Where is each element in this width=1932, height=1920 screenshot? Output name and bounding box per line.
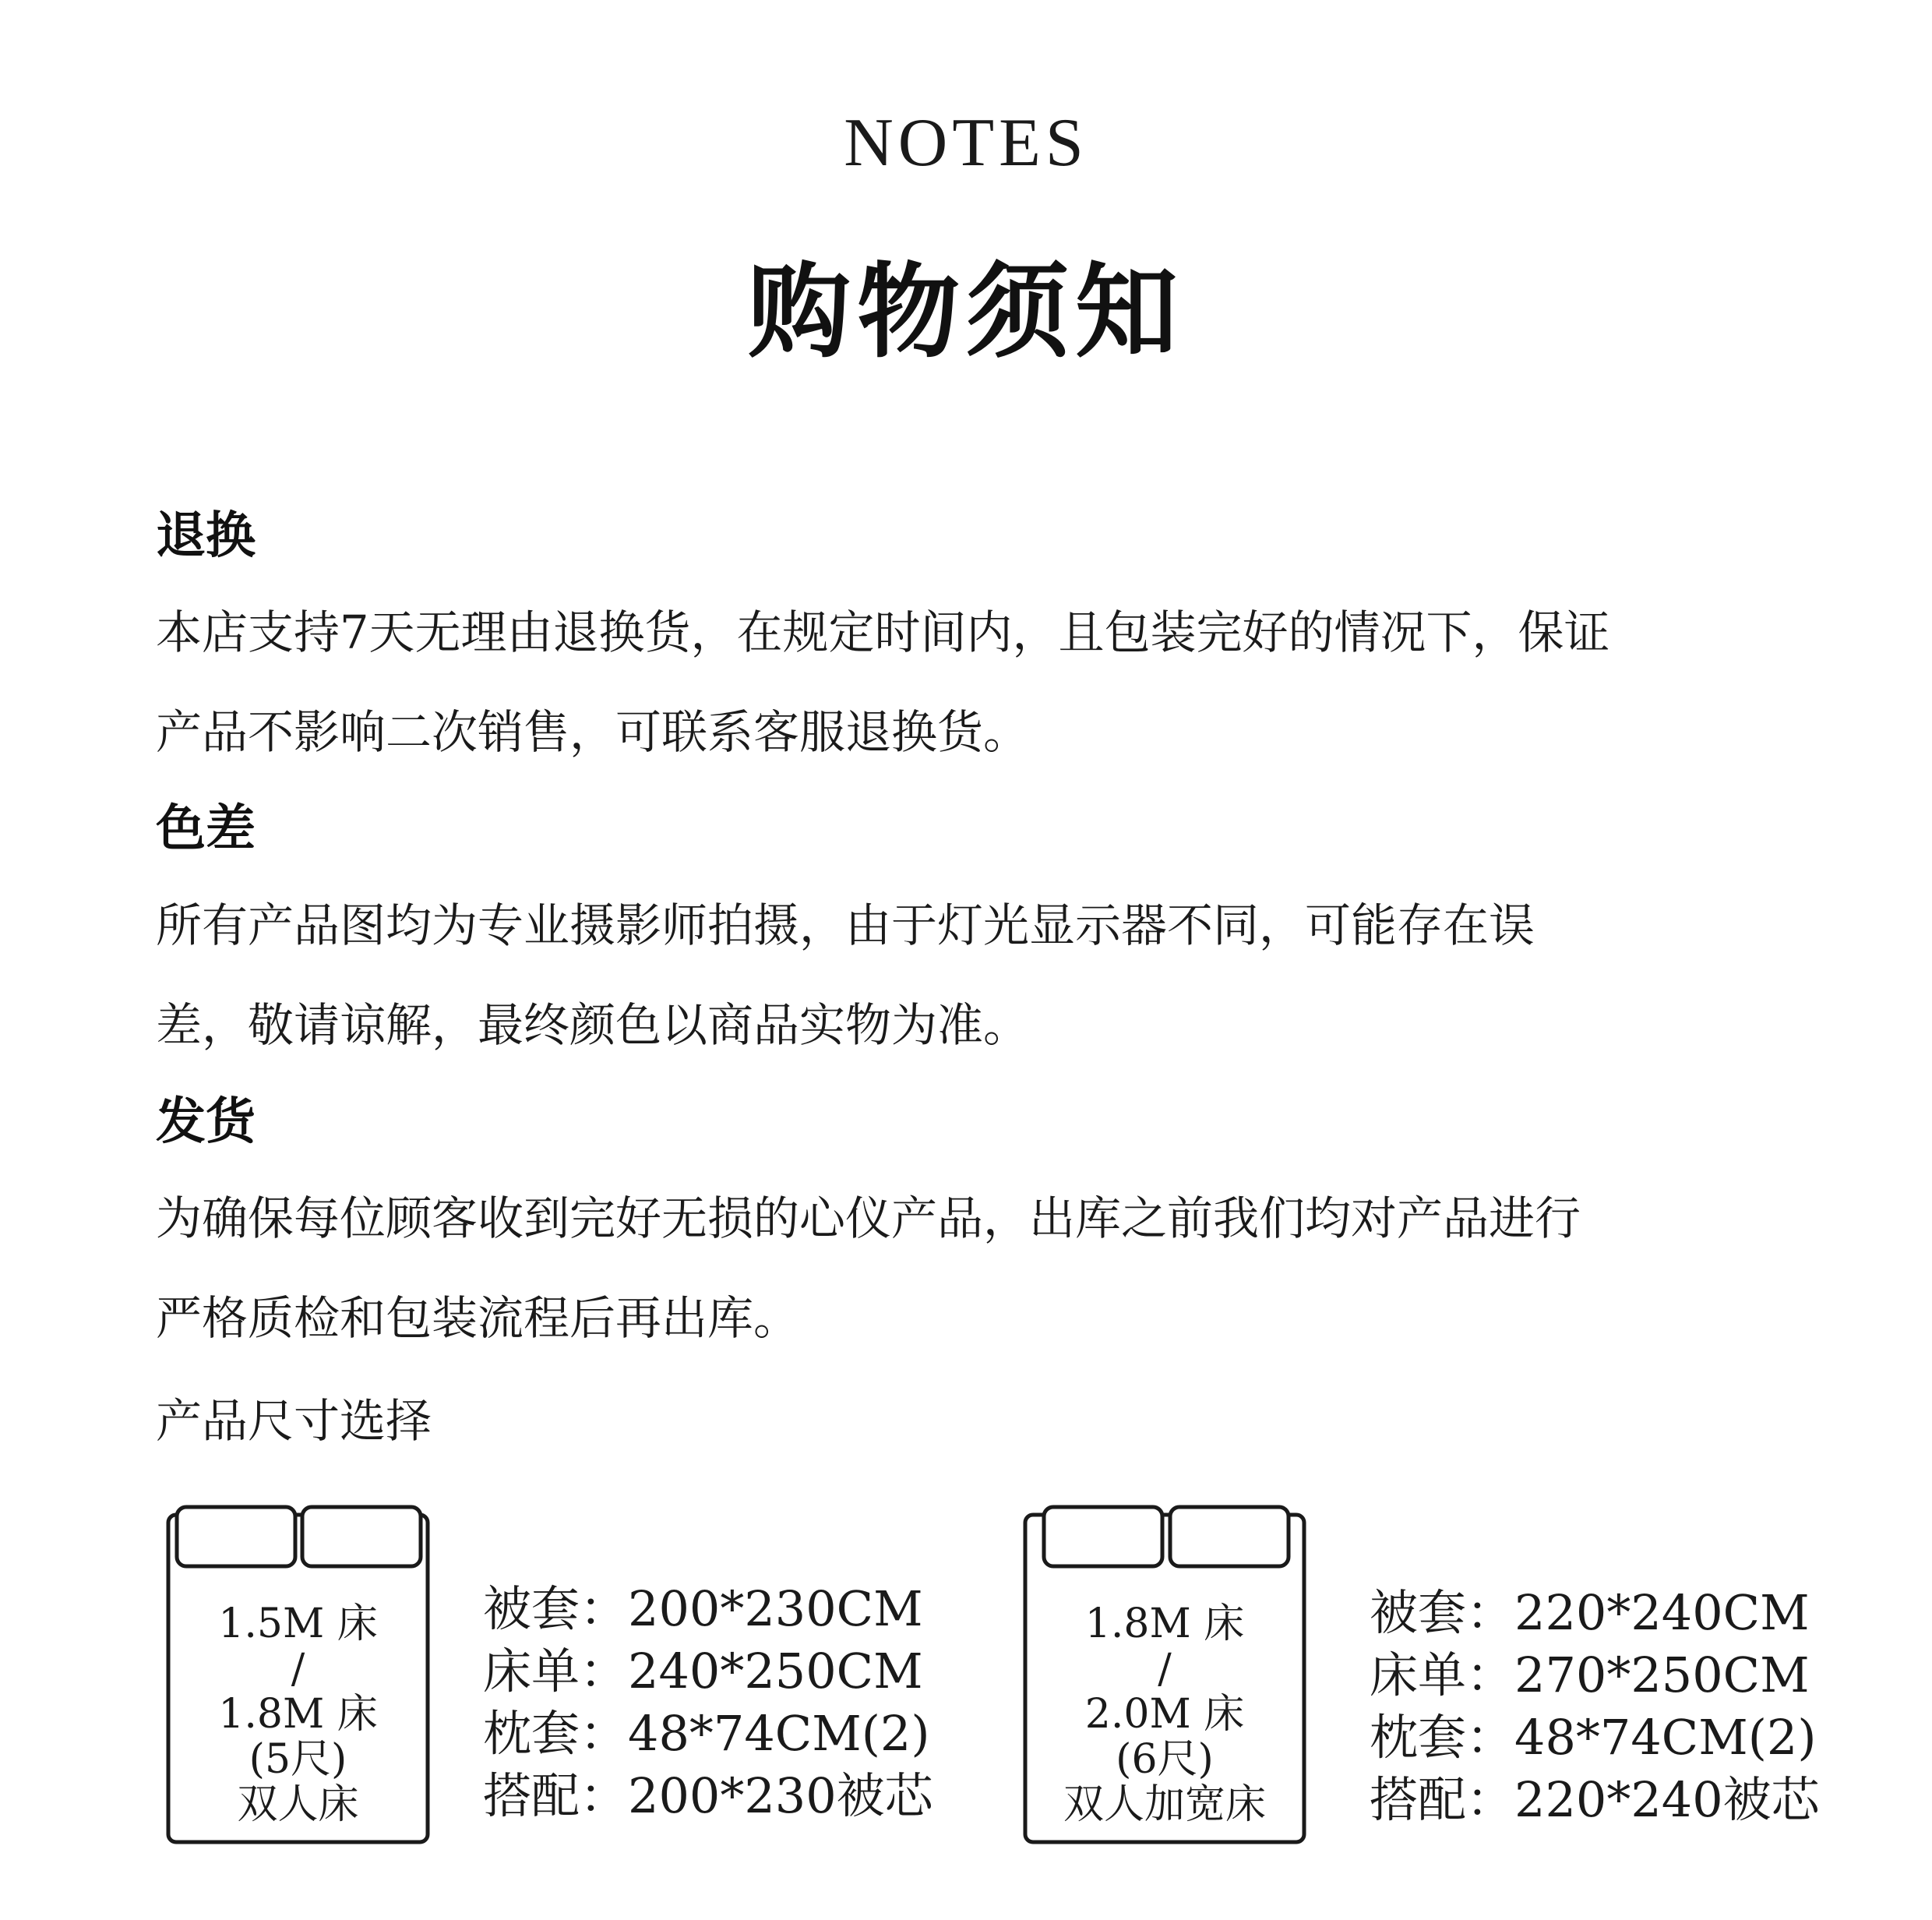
section-line: 本店支持7天无理由退换货，在规定时间内，且包装完好的情况下，保证 — [156, 605, 1610, 659]
section-line: 产品不影响二次销售，可联系客服退换货。 — [156, 705, 1030, 759]
section-line: 为确保每位顾客收到完好无损的心仪产品，出库之前我们均对产品进行 — [156, 1191, 1581, 1245]
bed-diagram-1 — [164, 1504, 432, 1847]
bed-label-line: 双人加宽床 — [1063, 1781, 1266, 1828]
section-heading: 发货 — [156, 1092, 256, 1151]
section-shipping — [156, 1075, 1800, 1368]
bed-diagram-2 — [1021, 1504, 1309, 1847]
spec-matching-duvet: 搭配：220*240被芯 — [1370, 1771, 1820, 1828]
spec-pillowcase: 枕套：48*74CM(2) — [1370, 1709, 1817, 1766]
bed-label-line: 双人床 — [237, 1781, 359, 1828]
bed-label-line: 2.0M 床 — [1084, 1691, 1245, 1738]
notes-content — [156, 489, 1800, 1368]
section-returns — [156, 489, 1800, 782]
bed-label-line: / — [291, 1646, 305, 1692]
bed-label-line: 1.8M 床 — [218, 1691, 378, 1738]
page-title: 购物须知 — [748, 252, 1184, 372]
section-line: 所有产品图均为专业摄影师拍摄，由于灯光显示器不同，可能存在误 — [156, 898, 1535, 952]
section-line: 严格质检和包装流程后再出库。 — [156, 1291, 800, 1345]
bed-label-line: / — [1158, 1646, 1172, 1692]
bed-label-line: 1.8M 床 — [1084, 1601, 1245, 1647]
spec-bed-sheet: 床单：270*250CM — [1370, 1646, 1810, 1703]
spec-matching-duvet: 搭配：200*230被芯 — [483, 1767, 933, 1824]
section-line: 差，敬请谅解，最终颜色以商品实物为准。 — [156, 998, 1030, 1052]
spec-bed-sheet: 床单：240*250CM — [483, 1643, 923, 1699]
section-heading: 退换 — [156, 506, 256, 565]
bed-specs-1 — [483, 1578, 933, 1827]
section-heading: 色差 — [156, 799, 256, 858]
spec-pillowcase: 枕套：48*74CM(2) — [483, 1705, 930, 1762]
bed-specs-2 — [1370, 1582, 1820, 1831]
spec-duvet-cover: 被套：200*230CM — [483, 1580, 923, 1637]
size-selection-title: 产品尺寸选择 — [156, 1394, 432, 1448]
notes-label: NOTES — [844, 105, 1088, 181]
spec-duvet-cover: 被套：220*240CM — [1370, 1584, 1810, 1641]
bed-label-line: (6尺) — [1116, 1736, 1214, 1783]
bed-label-line: 1.5M 床 — [218, 1601, 378, 1647]
section-color-difference — [156, 782, 1800, 1075]
bed-label-line: (5尺) — [249, 1736, 347, 1783]
